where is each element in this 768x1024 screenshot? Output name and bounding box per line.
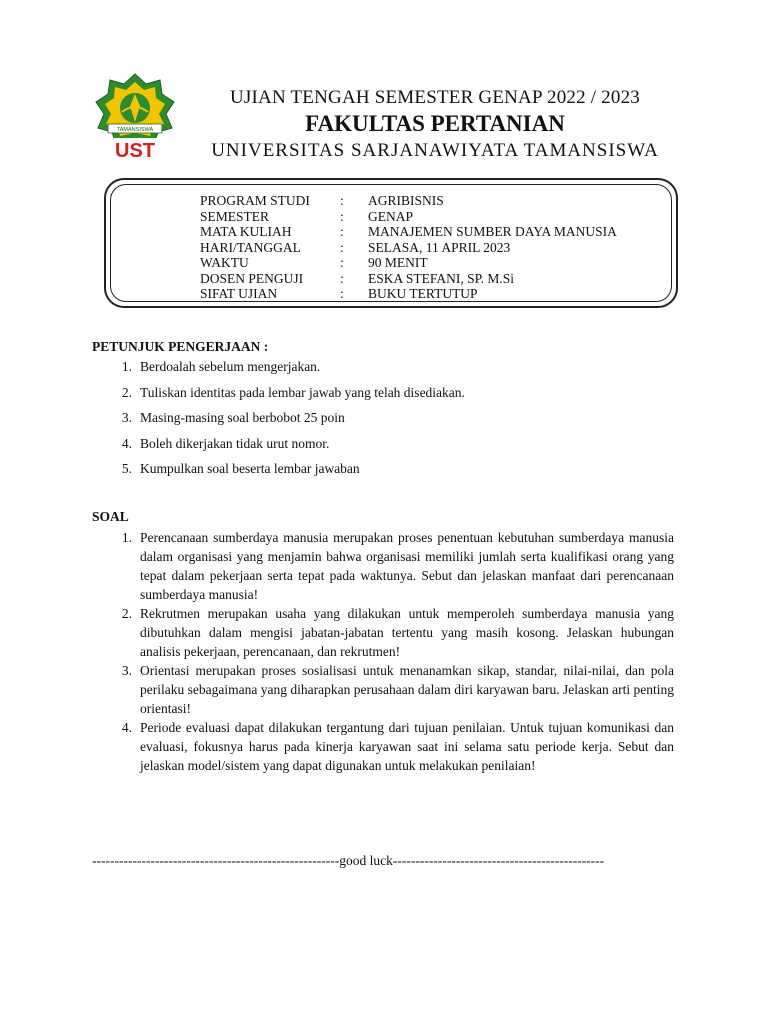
question-number: 4. <box>121 720 132 735</box>
info-colon: : <box>340 224 344 239</box>
info-colon: : <box>340 255 344 270</box>
info-colon: : <box>340 286 344 301</box>
question-number: 1. <box>121 530 132 545</box>
info-row-semester <box>200 209 617 225</box>
good-luck-footer: -------------------------------------------------------good luck----------------------------------------------- <box>92 853 605 868</box>
item-number: 3. <box>121 410 132 425</box>
info-key: DOSEN PENGUJI <box>200 270 304 286</box>
instructions-list <box>92 358 682 486</box>
info-colon: : <box>340 239 344 255</box>
instructions-section <box>92 338 682 486</box>
question-text: Perencanaan sumberdaya manusia merupakan proses penentuan kebutuhan sumberdaya manusia dalam organisasi yang menjamin bahwa organisasi memiliki jumlah serta kualifikasi orang yang tepat dalam pekerjaan serta tepat pada waktunya. Sebut dan jelaskan manfaat dari perencanaan sumberdaya manusia! <box>140 530 674 602</box>
item-text: Masing-masing soal berbobot 25 poin <box>140 410 345 425</box>
info-row-hari-tanggal <box>200 240 617 256</box>
university-name: UNIVERSITAS SARJANAWIYATA TAMANSISWA <box>211 140 659 161</box>
logo-ribbon-text: TAMANSISWA <box>116 127 154 133</box>
list-item <box>92 435 682 461</box>
list-item <box>92 409 682 435</box>
info-colon: : <box>340 208 344 224</box>
exam-info-table <box>200 193 617 302</box>
info-row-dosen-penguji <box>200 271 617 287</box>
info-row-sifat-ujian <box>200 286 617 302</box>
info-value: 90 MENIT <box>368 255 428 270</box>
info-key: WAKTU <box>200 255 249 270</box>
info-colon: : <box>340 193 344 208</box>
questions-list <box>92 528 682 775</box>
item-number: 4. <box>121 435 132 451</box>
question-item <box>92 661 682 718</box>
item-text: Kumpulkan soal beserta lembar jawaban <box>140 461 360 476</box>
item-number: 5. <box>121 461 132 476</box>
info-colon: : <box>340 270 344 286</box>
info-row-mata-kuliah <box>200 224 617 240</box>
item-text: Boleh dikerjakan tidak urut nomor. <box>140 435 330 451</box>
instructions-title: PETUNJUK PENGERJAAN : <box>92 339 269 354</box>
question-item <box>92 528 682 604</box>
info-key: MATA KULIAH <box>200 224 292 239</box>
item-text: Berdoalah sebelum mengerjakan. <box>140 359 321 374</box>
info-value: SELASA, 11 APRIL 2023 <box>368 239 511 255</box>
question-number: 3. <box>121 663 132 678</box>
info-row-waktu <box>200 255 617 271</box>
info-key: PROGRAM STUDI <box>200 193 310 208</box>
info-key: SIFAT UJIAN <box>200 286 278 301</box>
ust-university-emblem-icon <box>94 72 176 164</box>
question-text: Orientasi merupakan proses sosialisasi untuk menanamkan sikap, standar, nilai-nilai, dan pola perilaku sebagaimana yang diharapkan perusahaan dalam diri karyawan baru. Jelaskan arti penting orientasi! <box>140 663 674 716</box>
question-number: 2. <box>121 606 132 621</box>
list-item <box>92 460 682 486</box>
info-key: HARI/TANGGAL <box>200 239 301 255</box>
info-value: GENAP <box>368 208 414 224</box>
item-number: 2. <box>121 384 132 400</box>
item-text: Tuliskan identitas pada lembar jawab yang telah disediakan. <box>140 384 465 400</box>
info-row-program-studi <box>200 193 617 209</box>
exam-title: UJIAN TENGAH SEMESTER GENAP 2022 / 2023 <box>230 87 640 108</box>
info-key: SEMESTER <box>200 208 270 224</box>
questions-title: SOAL <box>92 509 129 524</box>
info-value: BUKU TERTUTUP <box>368 286 478 301</box>
info-value: ESKA STEFANI, SP. M.Si <box>368 270 515 286</box>
question-text: Rekrutmen merupakan usaha yang dilakukan untuk memperoleh sumberdaya manusia yang dibutuhkan dalam mengisi jabatan-jabatan tertentu yang masih kosong. Jelaskan hubungan analisis pekerjaan, perencanaan, dan rekrutmen! <box>140 606 674 659</box>
exam-heading <box>190 86 680 164</box>
item-number: 1. <box>121 359 132 374</box>
list-item <box>92 384 682 410</box>
info-value: MANAJEMEN SUMBER DAYA MANUSIA <box>368 224 617 239</box>
faculty-name: FAKULTAS PERTANIAN <box>305 111 565 136</box>
question-text: Periode evaluasi dapat dilakukan tergantung dari tujuan penilaian. Untuk tujuan komunikasi dan evaluasi, fokusnya harus pada kinerja karyawan saat ini selama satu periode kerja. Sebut dan jelaskan model/sistem yang dapat digunakan untuk melakukan penilaian! <box>140 720 674 773</box>
info-value: AGRIBISNIS <box>368 193 444 208</box>
questions-section <box>92 508 682 775</box>
question-item <box>92 604 682 661</box>
list-item <box>92 358 682 384</box>
question-item <box>92 718 682 775</box>
logo-ust-text: UST <box>115 140 155 162</box>
